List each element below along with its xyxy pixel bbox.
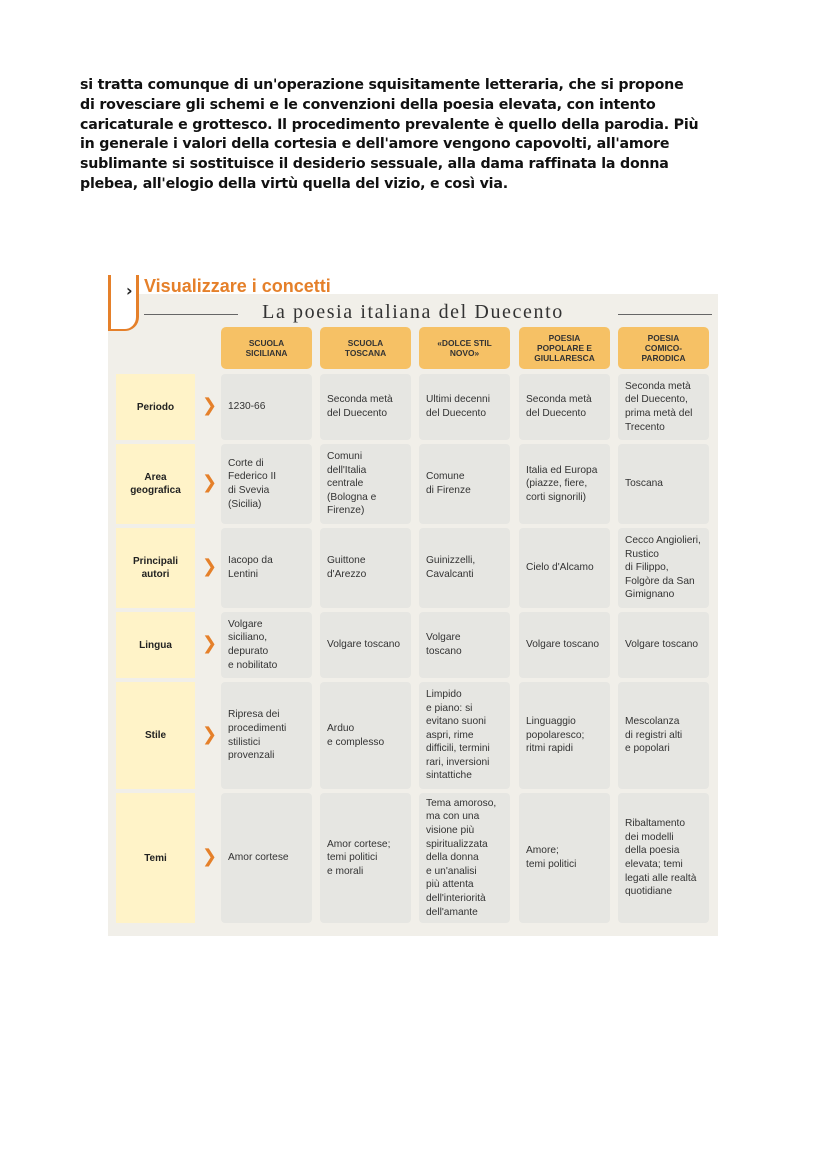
table-cell: Comune di Firenze <box>419 444 510 524</box>
chevron-right-icon: ❯ <box>202 633 218 654</box>
table-cell: Seconda metà del Duecento <box>320 374 411 440</box>
table-cell: Amor cortese; temi politici e morali <box>320 793 411 923</box>
table-cell: Tema amoroso, ma con una visione più spiritualizzata della donna e un'analisi più attenta dell'interiorità dell'amante <box>419 793 510 923</box>
column-header: «DOLCE STIL NOVO» <box>419 327 510 369</box>
chevron-right-icon: ❯ <box>202 472 218 493</box>
table-cell: Volgare toscano <box>320 612 411 678</box>
table-cell: Italia ed Europa (piazze, fiere, corti signorili) <box>519 444 610 524</box>
chevron-right-icon: ❯ <box>202 723 218 745</box>
row-label: Area geografica <box>116 444 195 524</box>
table-cell: Mescolanza di registri alti e popolari <box>618 682 709 789</box>
table-title: La poesia italiana del Duecento <box>262 301 564 323</box>
table-cell: Volgare toscano <box>519 612 610 678</box>
row-label: Lingua <box>116 612 195 678</box>
table-cell: Seconda metà del Duecento <box>519 374 610 440</box>
table-cell: Cecco Angiolieri, Rustico di Filippo, Folgòre da San Gimignano <box>618 528 709 608</box>
table-cell: Guinizzelli, Cavalcanti <box>419 528 510 608</box>
row-label: Temi <box>116 793 195 923</box>
table-cell: Ribaltamento dei modelli della poesia elevata; temi legati alle realtà quotidiane <box>618 793 709 923</box>
table-cell: 1230-66 <box>221 374 312 440</box>
intro-paragraph <box>80 76 752 195</box>
intro-line: caricaturale e grottesco. Il procedimento prevalente è quello della parodia. Più <box>80 116 699 133</box>
chevron-right-icon: ❯ <box>202 846 218 867</box>
intro-line: plebea, all'elogio della virtù quella del vizio, e così via. <box>80 175 508 192</box>
column-header: SCUOLA SICILIANA <box>221 327 312 369</box>
table-cell: Seconda metà del Duecento, prima metà del Trecento <box>618 374 709 440</box>
table-cell: Cielo d'Alcamo <box>519 528 610 608</box>
chevron-right-icon: ❯ <box>202 556 218 577</box>
table-cell: Linguaggio popolaresco; ritmi rapidi <box>519 682 610 789</box>
table-cell: Limpido e piano: si evitano suoni aspri, rime difficili, termini rari, inversioni sintattiche <box>419 682 510 789</box>
title-rule-right <box>618 314 712 315</box>
chevron-right-icon: ❯ <box>202 395 218 416</box>
table-cell: Iacopo da Lentini <box>221 528 312 608</box>
column-header: SCUOLA TOSCANA <box>320 327 411 369</box>
table-cell: Volgare toscano <box>419 612 510 678</box>
row-label: Principali autori <box>116 528 195 608</box>
table-cell: Amore; temi politici <box>519 793 610 923</box>
table-cell: Corte di Federico II di Svevia (Sicilia) <box>221 444 312 524</box>
table-cell: Amor cortese <box>221 793 312 923</box>
table-cell: Comuni dell'Italia centrale (Bologna e Firenze) <box>320 444 411 524</box>
intro-line: sublimante si sostituisce il desiderio sessuale, alla dama raffinata la donna <box>80 156 669 173</box>
intro-line: in generale i valori della cortesia e dell'amore vengono capovolti, all'amore <box>80 136 670 153</box>
chevron-right-icon: › <box>126 281 133 300</box>
intro-line: di rovesciare gli schemi e le convenzioni della poesia elevata, con intento <box>80 96 656 113</box>
intro-line: si tratta comunque di un'operazione squisitamente letteraria, che si propone <box>80 77 684 93</box>
table-cell: Volgare siciliano, depurato e nobilitato <box>221 612 312 678</box>
table-cell: Ultimi decenni del Duecento <box>419 374 510 440</box>
table-cell: Volgare toscano <box>618 612 709 678</box>
table-cell: Toscana <box>618 444 709 524</box>
row-label: Periodo <box>116 374 195 440</box>
table-cell: Ripresa dei procedimenti stilistici provenzali <box>221 682 312 789</box>
table-cell: Arduo e complesso <box>320 682 411 789</box>
section-title: Visualizzare i concetti <box>144 276 331 296</box>
table-cell: Guittone d'Arezzo <box>320 528 411 608</box>
column-header: POESIA POPOLARE E GIULLARESCA <box>519 327 610 369</box>
concept-table-figure <box>108 272 718 936</box>
column-header: POESIA COMICO- PARODICA <box>618 327 709 369</box>
row-label: Stile <box>116 682 195 789</box>
